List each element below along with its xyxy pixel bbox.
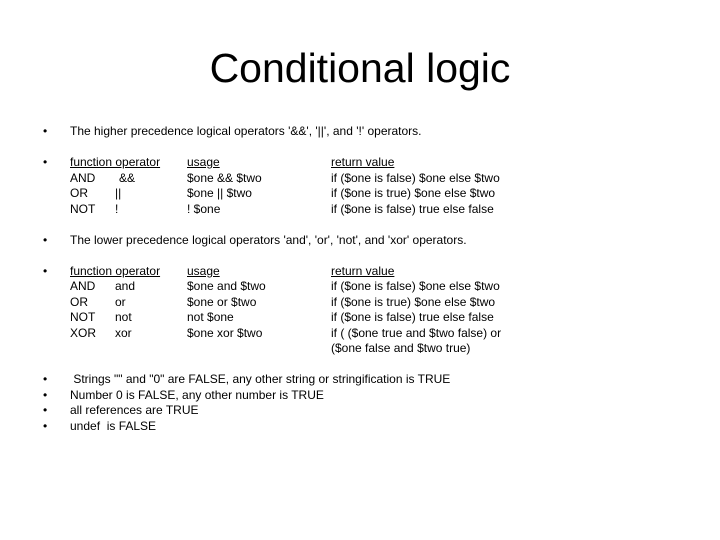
bullet-dot: • bbox=[43, 124, 48, 138]
bullet-text: The higher precedence logical operators '&&', '||', and '!' operators. bbox=[70, 124, 422, 138]
cell-return: if ($one is false) true else false bbox=[331, 201, 494, 216]
cell-return: if ($one is false) true else false bbox=[331, 310, 494, 324]
cell-return-continuation: ($one false and $two true) bbox=[331, 341, 471, 355]
cell-usage: $one && $two bbox=[187, 170, 262, 185]
cell-function: NOT bbox=[70, 201, 96, 216]
cell-operator: && bbox=[119, 170, 136, 185]
bullet-dot: • bbox=[43, 155, 48, 169]
table-row bbox=[70, 326, 700, 342]
cell-function: OR bbox=[70, 294, 88, 309]
table-header-row bbox=[70, 155, 700, 171]
cell-return: if ($one is true) $one else $two bbox=[331, 294, 496, 309]
header-function-operator: function operator bbox=[70, 155, 161, 169]
cell-operator: not bbox=[115, 310, 132, 324]
table-row bbox=[70, 295, 700, 311]
note-text: Strings "" and "0" are FALSE, any other string or stringification is TRUE bbox=[70, 372, 451, 386]
bullet-dot: • bbox=[43, 418, 48, 433]
note-text: Number 0 is FALSE, any other number is TRUE bbox=[70, 387, 324, 402]
cell-function: NOT bbox=[70, 310, 96, 324]
cell-return: if ($one is false) $one else $two bbox=[331, 170, 500, 185]
bullet-dot: • bbox=[43, 263, 48, 278]
slide-content bbox=[40, 124, 700, 434]
cell-usage: $one || $two bbox=[187, 186, 252, 200]
note-text: all references are TRUE bbox=[70, 403, 199, 417]
cell-usage: $one or $two bbox=[187, 294, 257, 309]
cell-return: if ( ($one true and $two false) or bbox=[331, 325, 502, 340]
cell-function: AND bbox=[70, 279, 96, 293]
cell-function: XOR bbox=[70, 325, 97, 340]
table-row bbox=[70, 310, 700, 326]
bullet-dot: • bbox=[43, 372, 48, 386]
cell-function: OR bbox=[70, 186, 88, 200]
cell-usage: not $one bbox=[187, 310, 234, 324]
bullet-note bbox=[40, 372, 700, 388]
bullet-dot: • bbox=[43, 387, 48, 402]
table-header-row bbox=[70, 264, 700, 280]
bullet-text: The lower precedence logical operators 'and', 'or', 'not', and 'xor' operators. bbox=[70, 232, 467, 247]
cell-return: if ($one is true) $one else $two bbox=[331, 186, 496, 200]
header-function-operator: function operator bbox=[70, 263, 161, 278]
bullet-high-precedence-table bbox=[40, 155, 700, 217]
bullet-high-precedence bbox=[40, 124, 700, 140]
header-usage: usage bbox=[187, 155, 220, 169]
bullet-note bbox=[40, 419, 700, 435]
header-usage: usage bbox=[187, 263, 220, 278]
cell-operator: and bbox=[115, 279, 136, 293]
cell-usage: ! $one bbox=[187, 201, 221, 216]
bullet-low-precedence bbox=[40, 233, 700, 249]
cell-operator: xor bbox=[115, 325, 132, 340]
cell-operator: ! bbox=[115, 201, 119, 216]
bullet-low-precedence-table bbox=[40, 264, 700, 357]
bullet-dot: • bbox=[43, 403, 48, 417]
header-return-value: return value bbox=[331, 155, 395, 169]
cell-operator: or bbox=[115, 294, 126, 309]
cell-usage: $one xor $two bbox=[187, 325, 263, 340]
table-row bbox=[70, 202, 700, 218]
bullet-note bbox=[40, 388, 700, 404]
bullet-dot: • bbox=[43, 232, 48, 247]
table-row bbox=[70, 186, 700, 202]
table-row bbox=[70, 171, 700, 187]
header-return-value: return value bbox=[331, 263, 395, 278]
slide-title: Conditional logic bbox=[209, 45, 511, 91]
table-row-continuation bbox=[70, 341, 700, 357]
table-row bbox=[70, 279, 700, 295]
cell-operator: || bbox=[115, 186, 122, 200]
cell-usage: $one and $two bbox=[187, 279, 266, 293]
note-text: undef is FALSE bbox=[70, 418, 157, 433]
cell-function: AND bbox=[70, 170, 96, 185]
bullet-note bbox=[40, 403, 700, 419]
cell-return: if ($one is false) $one else $two bbox=[331, 279, 500, 293]
